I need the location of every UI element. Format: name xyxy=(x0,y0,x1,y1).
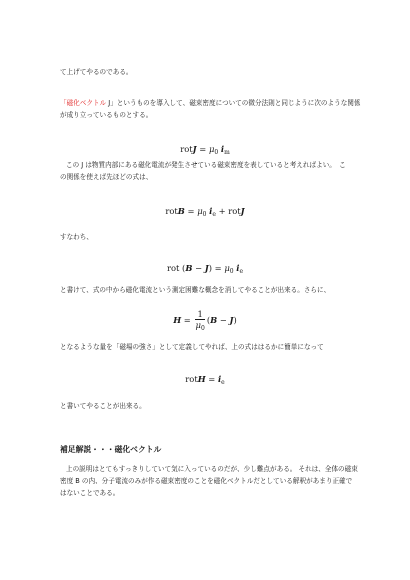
paragraph-line: この J は物質内部にある磁化電流が発生させている磁束密度を表していると考えればよい。 こ xyxy=(66,161,346,169)
paragraph-line: と書けて、式の中から磁化電流という測定困難な概念を消してやることが出来る。さらに、 xyxy=(60,286,331,294)
paragraph-line: 上の説明はとてもすっきりしていて気に入っているのだが、少し難点がある。 それは、全体の磁束 xyxy=(66,465,358,473)
equation-h-definition: H = $\frac{1}{\mu_0}$ (B − J) xyxy=(173,309,237,332)
paragraph-line: が成り立っているものとする。 xyxy=(60,111,153,119)
equation-rot-h: rotH = $i_e$ xyxy=(185,374,225,386)
paragraph-line: 密度 B の内、分子電流のみが作る磁束密度のことを磁化ベクトルだとしている解釈があまり正確で xyxy=(60,477,353,485)
equation-rot-b-minus-j: rot $(B - J) = \mu_0$ $i_e$ xyxy=(166,263,244,275)
equation-rot-b: rotB = $\mu_0$ $i_e$ + rotJ xyxy=(165,206,245,218)
paragraph-line: となるような量を「磁場の強さ」として定義してやれば、上の式ははるかに簡単になって xyxy=(60,343,324,351)
section-heading: 補足解説・・・磁化ベクトル xyxy=(60,445,162,454)
equation-rot-j: rotJ = $\mu_0$ $i_m$ xyxy=(180,144,230,156)
paragraph-line xyxy=(60,98,361,109)
paragraph-text: J」というものを導入して、磁束密度についての微分法則と同じように次のような関係 xyxy=(106,99,361,107)
highlight-term: 「磁化ベクトル xyxy=(60,99,107,107)
paragraph-line: と書いてやることが出来る。 xyxy=(60,402,146,410)
paragraph-line: はないことである。 xyxy=(60,489,120,497)
paragraph-line: の関係を使えば先ほどの式は、 xyxy=(60,173,153,181)
paragraph-line: て上げてやるのである。 xyxy=(60,68,133,76)
paragraph-line: すなわち、 xyxy=(60,233,93,241)
fraction: $\frac{1}{\mu_0}$ xyxy=(195,309,205,332)
